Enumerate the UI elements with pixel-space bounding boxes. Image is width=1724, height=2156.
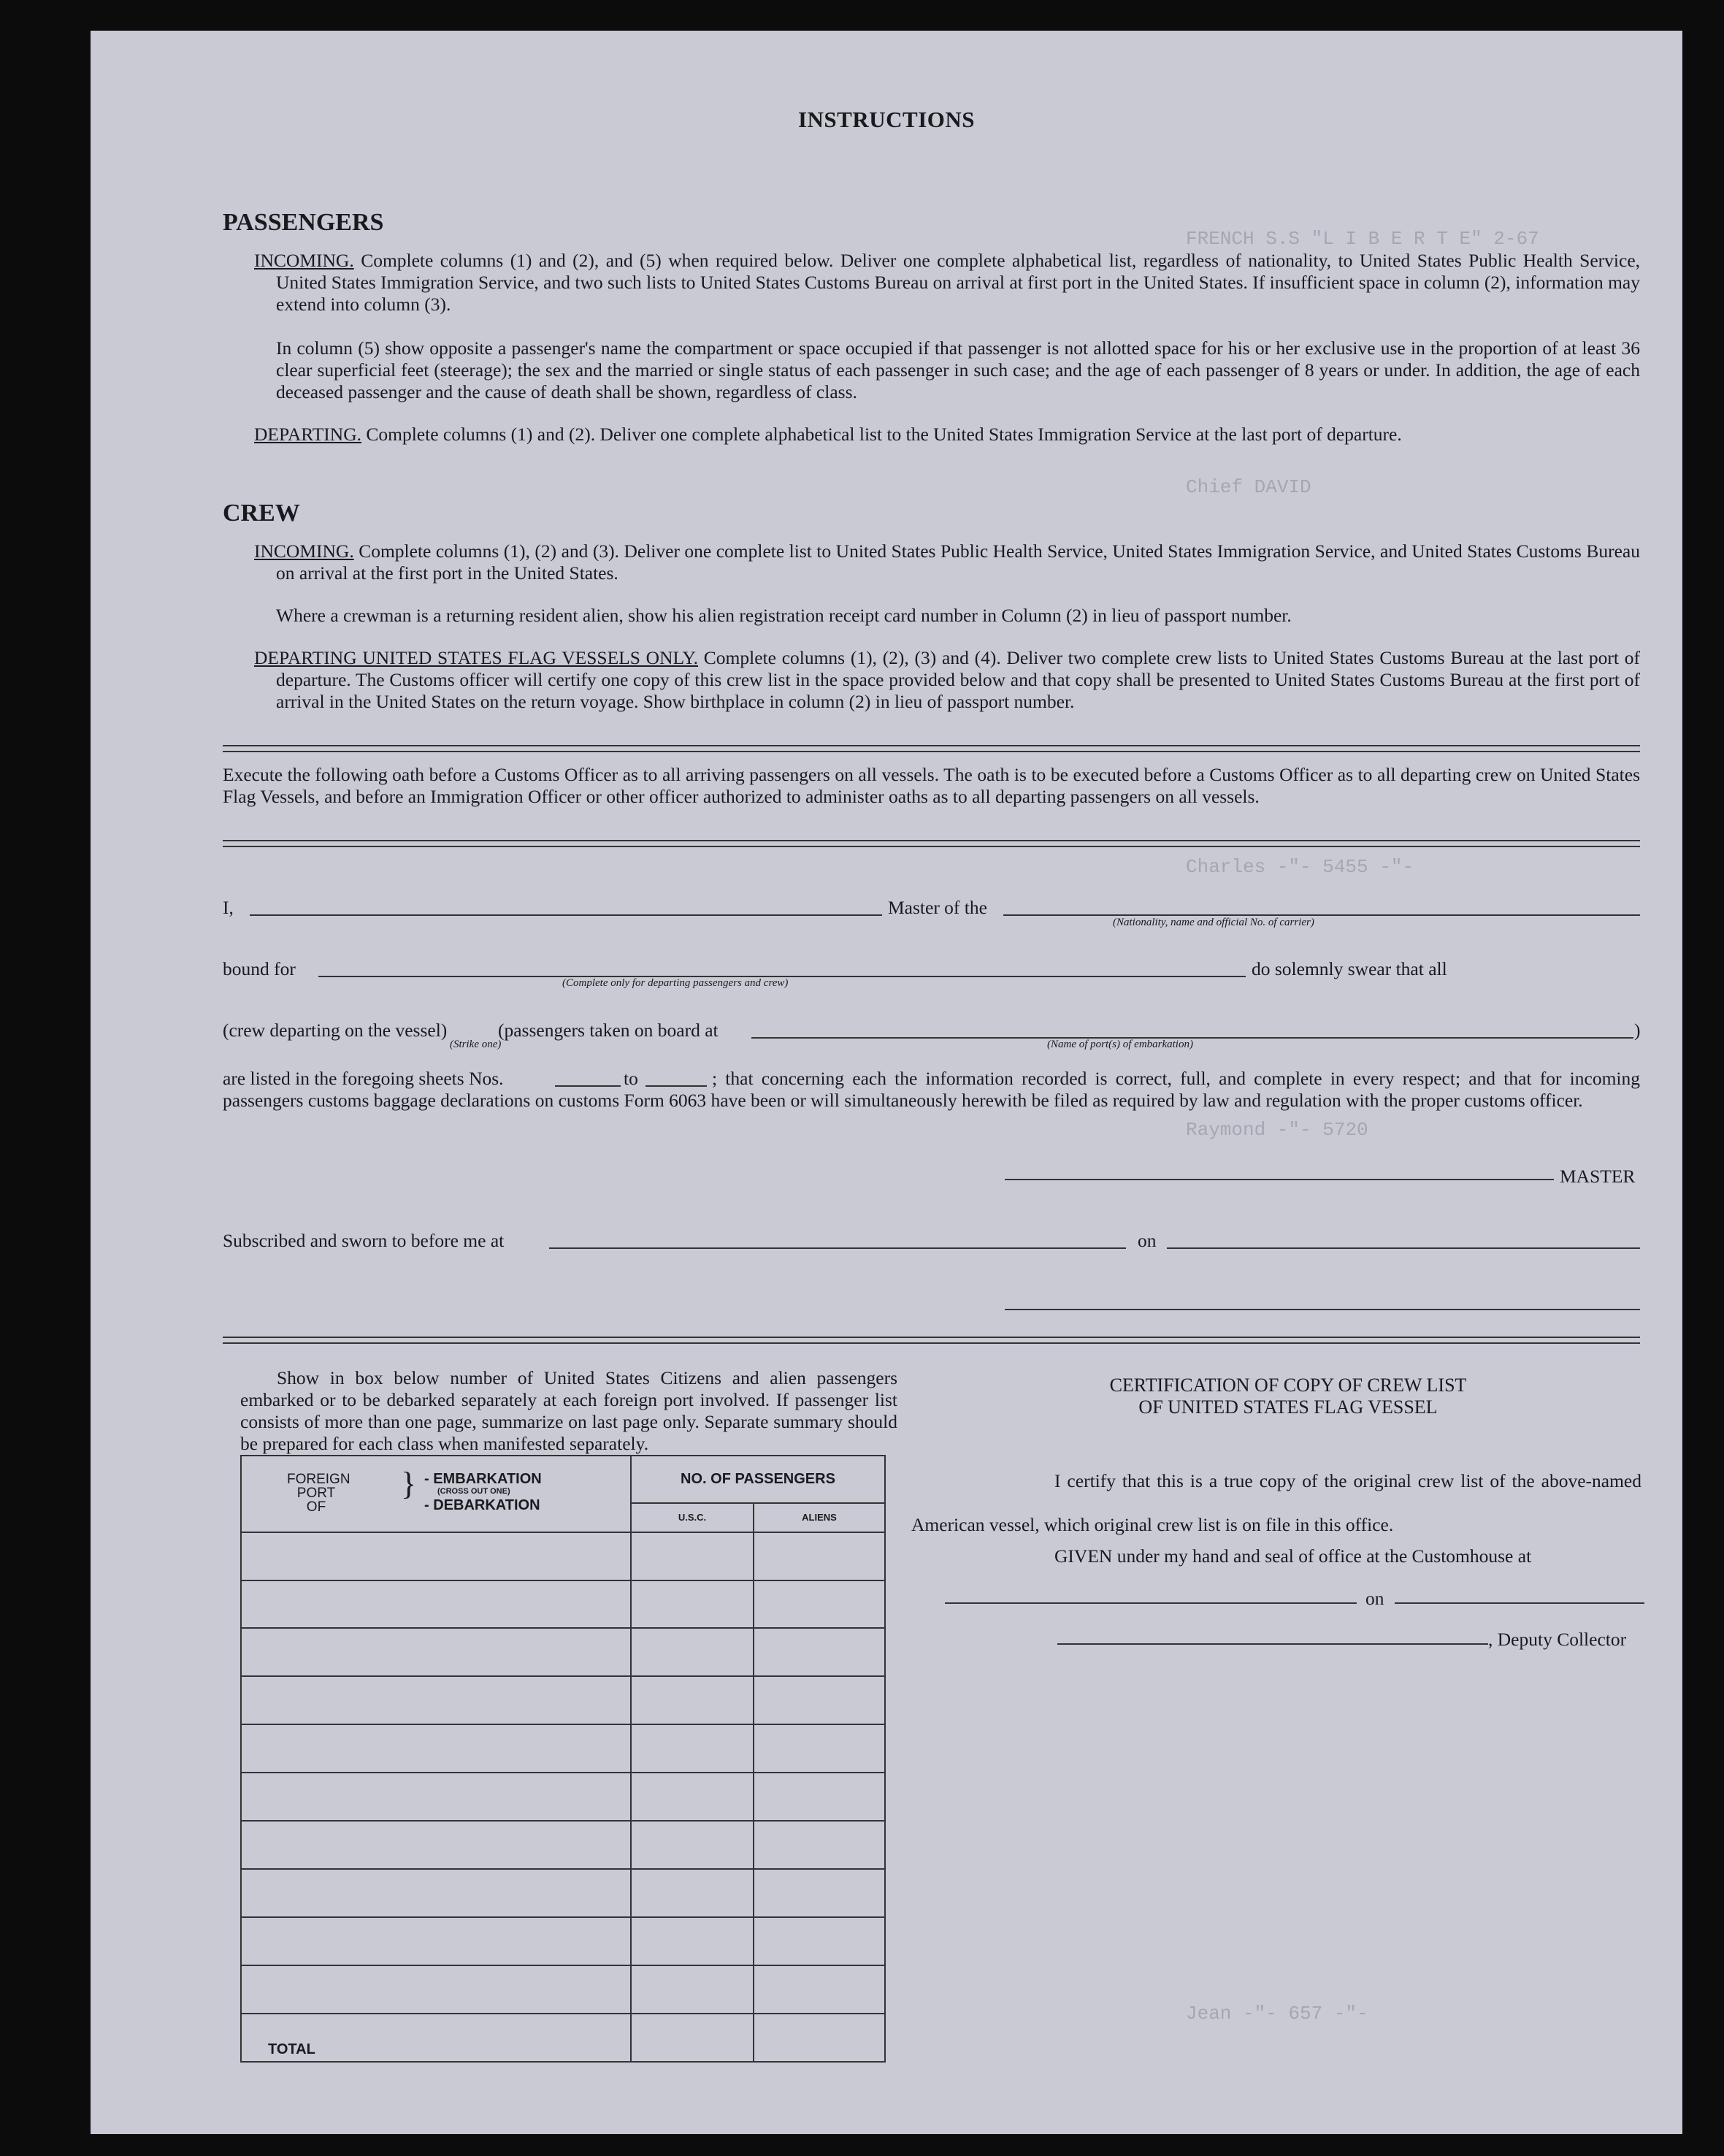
bound-for-field[interactable] — [318, 945, 1246, 977]
crew-heading: CREW — [223, 500, 300, 527]
page-title: INSTRUCTIONS — [797, 107, 975, 132]
oath-listed-text: ; that concerning each the information recorded is correct, full, and complete in every respect; and that for incoming passengers customs baggage declarations on customs Form 6063 have been or will simultaneously herewith be filed as required by law and regulation with the proper customs officer. — [223, 1068, 1640, 1111]
to-label: to — [624, 1068, 638, 1089]
port-cell[interactable] — [241, 1917, 631, 1965]
sworn-location-field[interactable] — [549, 1217, 1126, 1249]
bleed-through-mark: FRENCH S.S "L I B E R T E" 2-67 — [1186, 228, 1539, 250]
master-label: MASTER — [1560, 1166, 1636, 1187]
close-paren: ) — [1634, 1020, 1641, 1041]
of-label: OF — [306, 1499, 326, 1515]
subscribed-label: Subscribed and sworn to before me at — [223, 1230, 505, 1251]
embarkation-label: - EMBARKATION — [424, 1471, 542, 1487]
certification-on-label: on — [1365, 1588, 1384, 1609]
bleed-through-mark: Chief DAVID — [1186, 476, 1311, 498]
box-instructions-text: Show in box below number of United States Citizens and alien passengers embarked or to be debarked separately at each foreign port involved. If passenger list consists of more than one page, summarize on last page only. Separate summary should be prepared for each class when manifested separately. — [240, 1367, 897, 1454]
port-cell[interactable] — [241, 1773, 631, 1821]
port-label: PORT — [296, 1486, 336, 1501]
usc-cell[interactable] — [631, 1676, 754, 1724]
crew-incoming-label: INCOMING. — [254, 540, 354, 562]
bound-for-caption: (Complete only for departing passengers and crew) — [562, 977, 789, 989]
port-cell[interactable] — [241, 1532, 631, 1580]
port-cell[interactable] — [241, 1724, 631, 1773]
crew-departing-paragraph — [254, 647, 1640, 713]
aliens-cell[interactable] — [754, 1917, 885, 1965]
brace-icon: } — [401, 1466, 417, 1502]
deputy-collector-label: , Deputy Collector — [1488, 1629, 1627, 1650]
passenger-summary-table — [240, 1455, 886, 2063]
aliens-cell[interactable] — [754, 1628, 885, 1676]
aliens-cell[interactable] — [754, 1773, 885, 1821]
certify-text: I certify that this is a true copy of the original crew list of the above-named American vessel, which original crew list is on file in this office. — [911, 1470, 1641, 1535]
usc-cell[interactable] — [631, 1724, 754, 1773]
passengers-incoming-text: Complete columns (1) and (2), and (5) when required below. Deliver one complete alphabetical list, regardless of nationality, to United States Public Health Service, United States Immigration Service, and two such lists to United States Customs Bureau on arrival at first port in the United States. If insufficient space in column (2), information may extend into column (3). — [276, 250, 1641, 315]
usc-cell[interactable] — [631, 1821, 754, 1869]
passengers-incoming-paragraph — [254, 250, 1640, 316]
double-rule — [223, 1337, 1640, 1344]
passengers-incoming-label: INCOMING. — [254, 250, 354, 271]
officer-signature-field[interactable] — [1005, 1278, 1640, 1310]
master-signature-field[interactable] — [1005, 1148, 1554, 1180]
oath-i-label: I, — [223, 897, 234, 918]
deputy-collector-signature-field[interactable] — [1057, 1620, 1488, 1645]
usc-cell[interactable] — [631, 1965, 754, 2014]
usc-cell[interactable] — [631, 1532, 754, 1580]
document-page — [91, 31, 1682, 2134]
listed-in-label: are listed in the foregoing sheets Nos. — [223, 1068, 504, 1089]
aliens-cell[interactable] — [754, 1532, 885, 1580]
cross-out-label: (CROSS OUT ONE) — [437, 1487, 510, 1496]
passengers-departing-label: DEPARTING. — [254, 424, 361, 445]
crew-resident-text: Where a crewman is a returning resident alien, show his alien registration receipt card number in Column (2) in lieu of passport number. — [276, 605, 1292, 626]
crew-departing-label: DEPARTING UNITED STATES FLAG VESSELS ONLY. — [254, 647, 699, 668]
crew-departing-text: Complete columns (1), (2), (3) and (4). Deliver two complete crew lists to United States Customs Bureau at the last port of departure. The Customs officer will certify one copy of this crew list in the space provided below and that copy shall be presented to United States Customs Bureau at the first port of arrival in the United States on the return voyage. Show birthplace in column (2) in lieu of passport number. — [276, 647, 1640, 712]
usc-cell[interactable] — [631, 1628, 754, 1676]
crew-incoming-paragraph — [254, 540, 1640, 584]
port-cell[interactable] — [241, 1821, 631, 1869]
aliens-cell[interactable] — [754, 1965, 885, 2014]
bleed-through-mark: Charles -"- 5455 -"- — [1186, 856, 1414, 878]
port-cell[interactable] — [241, 1965, 631, 2014]
sworn-on-label: on — [1138, 1230, 1157, 1251]
aliens-cell[interactable] — [754, 1676, 885, 1724]
certification-title — [959, 1375, 1617, 1418]
oath-intro-text: Execute the following oath before a Customs Officer as to all arriving passengers on all vessels. The oath is to be executed before a Customs Officer as to all departing crew on United States Flag Vessels, and before an Immigration Officer or other officer authorized to administer oaths as to all departing passengers on all vessels. — [223, 764, 1640, 807]
passengers-column5-text: In column (5) show opposite a passenger's name the compartment or space occupied if that passenger is not allotted space for his or her exclusive use in the proportion of at least 36 clear superficial feet (steerage); the sex and the married or single status of each passenger in such case; and the age of each passenger of 8 years or under. In addition, the age of each deceased passenger and the cause of death shall be shown, regardless of class. — [276, 337, 1640, 402]
port-cell[interactable] — [241, 1580, 631, 1629]
passengers-departing-text: Complete columns (1) and (2). Deliver one complete alphabetical list to the United States Immigration Service at the last port of departure. — [366, 424, 1402, 445]
foreign-port-of-label — [287, 1472, 350, 1515]
port-cell[interactable] — [241, 1628, 631, 1676]
certification-date-field[interactable] — [1395, 1579, 1644, 1604]
embarkation-ports-field[interactable] — [751, 1006, 1633, 1039]
usc-cell[interactable] — [631, 1869, 754, 1917]
total-label: TOTAL — [241, 2014, 631, 2062]
foreign-label: FOREIGN — [287, 1472, 350, 1487]
master-of-the-label: Master of the — [888, 897, 987, 918]
customhouse-location-field[interactable] — [945, 1579, 1357, 1604]
passengers-heading: PASSENGERS — [223, 209, 384, 236]
carrier-field[interactable] — [1003, 884, 1640, 916]
given-text: GIVEN under my hand and seal of office at the Customhouse at — [1054, 1545, 1532, 1567]
aliens-header: ALIENS — [754, 1503, 885, 1532]
aliens-cell[interactable] — [754, 1724, 885, 1773]
certification-title-line2: OF UNITED STATES FLAG VESSEL — [1138, 1396, 1438, 1418]
aliens-cell[interactable] — [754, 1821, 885, 1869]
usc-header: U.S.C. — [631, 1503, 754, 1532]
ports-caption: (Name of port(s) of embarkation) — [1047, 1039, 1193, 1050]
aliens-total-cell[interactable] — [754, 2014, 885, 2062]
certification-title-line1: CERTIFICATION OF COPY OF CREW LIST — [1109, 1375, 1467, 1396]
swear-text: do solemnly swear that all — [1252, 958, 1447, 979]
passengers-departing-paragraph — [254, 424, 1640, 446]
bleed-through-mark: Jean -"- 657 -"- — [1186, 2003, 1368, 2025]
port-cell[interactable] — [241, 1869, 631, 1917]
aliens-cell[interactable] — [754, 1869, 885, 1917]
debarkation-label: - DEBARKATION — [424, 1497, 540, 1513]
bound-for-label: bound for — [223, 958, 296, 979]
master-name-field[interactable] — [250, 884, 882, 916]
crew-departing-option: (crew departing on the vessel) — [223, 1020, 448, 1041]
aliens-cell[interactable] — [754, 1580, 885, 1629]
double-rule — [223, 840, 1640, 847]
bleed-through-mark: Raymond -"- 5720 — [1186, 1119, 1368, 1141]
carrier-caption: (Nationality, name and official No. of carrier) — [1113, 917, 1314, 928]
usc-cell[interactable] — [631, 1773, 754, 1821]
port-header-cell — [241, 1456, 631, 1532]
usc-total-cell[interactable] — [631, 2014, 754, 2062]
strike-one-caption: (Strike one) — [450, 1039, 502, 1050]
passengers-taken-option: (passengers taken on board at — [498, 1020, 719, 1041]
usc-cell[interactable] — [631, 1917, 754, 1965]
double-rule — [223, 745, 1640, 752]
sworn-date-field[interactable] — [1167, 1217, 1640, 1249]
no-of-passengers-header: NO. OF PASSENGERS — [631, 1456, 885, 1503]
usc-cell[interactable] — [631, 1580, 754, 1629]
crew-incoming-text: Complete columns (1), (2) and (3). Deliver one complete list to United States Public Health Service, United States Immigration Service, and United States Customs Bureau on arrival at the first port in the United States. — [276, 540, 1641, 584]
port-cell[interactable] — [241, 1676, 631, 1724]
